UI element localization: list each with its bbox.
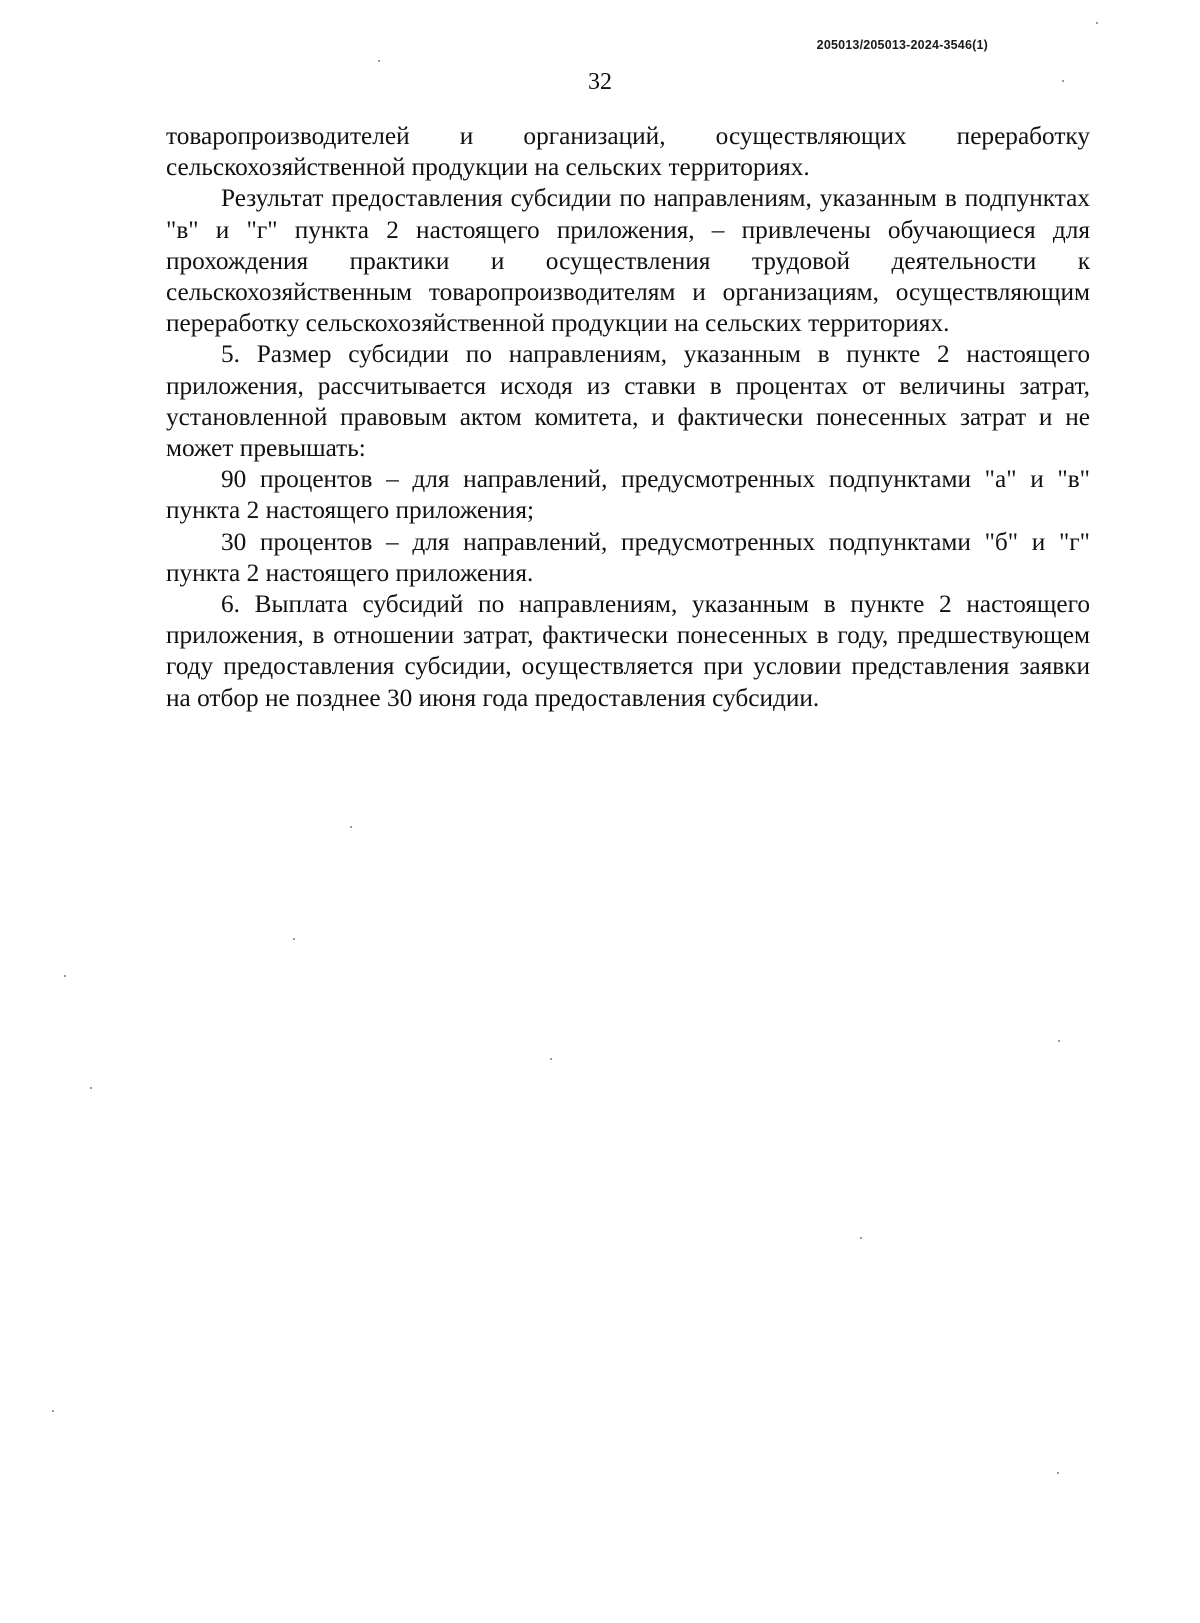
scan-speck — [52, 1410, 54, 1412]
scan-speck — [1096, 22, 1098, 24]
scan-speck — [90, 1087, 92, 1089]
scan-speck — [1062, 80, 1064, 82]
scan-speck — [1058, 1040, 1060, 1042]
paragraph-result: Результат предоставления субсидии по направлениям, указанным в подпунктах "в" и "г" пункта 2 настоящего приложения, – привлечены обучающиеся для прохождения практики и осуществления трудовой деятельности к сельскохозяйственным товаропроизводителям и организациям, осуществляющим переработку сельскохозяйственной продукции на сельских территориях. — [166, 184, 1090, 338]
page-number: 32 — [588, 69, 612, 95]
document-id: 205013/205013-2024-3546(1) — [816, 38, 988, 52]
scan-speck — [550, 1058, 552, 1060]
scan-speck — [1057, 1472, 1059, 1474]
paragraph-item-6: 6. Выплата субсидий по направлениям, указанным в пункте 2 настоящего приложения, в отношении затрат, фактически понесенных в году, предшествующем году предоставления субсидии, осуществляется при условии представления заявки на отбор не позднее 30 июня года предоставления субсидии. — [166, 590, 1090, 712]
paragraph-item-5: 5. Размер субсидии по направлениям, указанным в пункте 2 настоящего приложения, рассчитывается исходя из ставки в процентах от величины затрат, установленной правовым актом комитета, и фактически понесенных затрат и не может превышать: — [166, 340, 1090, 463]
scan-speck — [860, 1237, 862, 1239]
paragraph-continuation: товаропроизводителей и организаций, осуществляющих переработку сельскохозяйственной продукции на сельских территориях. — [166, 122, 1090, 182]
paragraph-30-percent: 30 процентов – для направлений, предусмотренных подпунктами "б" и "г" пункта 2 настоящего приложения. — [166, 527, 1090, 587]
scan-speck — [350, 826, 352, 828]
scan-speck — [378, 60, 380, 62]
scan-speck — [64, 975, 66, 977]
paragraph-90-percent: 90 процентов – для направлений, предусмотренных подпунктами "а" и "в" пункта 2 настоящего приложения; — [166, 465, 1090, 525]
scan-speck — [293, 938, 295, 940]
document-body — [166, 121, 1090, 714]
